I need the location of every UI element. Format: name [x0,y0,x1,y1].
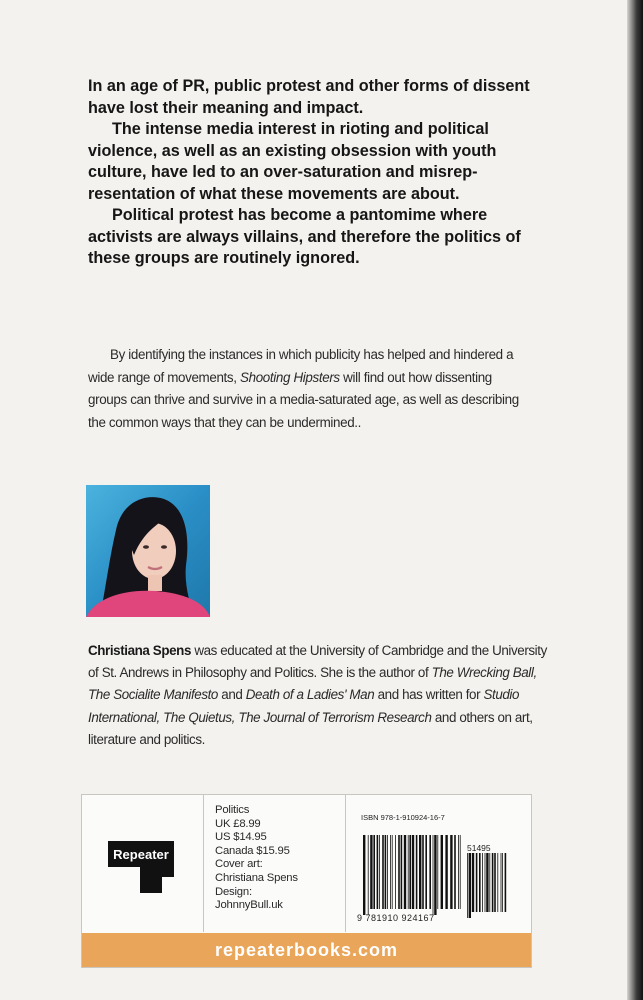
barcode-bar [382,835,384,909]
price-canada: Canada $15.95 [215,844,290,857]
description-text: By identifying the instances in which publicity has helped and hindered a wide range of movements, Shooting Hipsters will find out how dissenting groups can thrive and survive in a media-saturated age, as well as describing the common ways that they can be undermined.. [88,347,519,431]
website-link[interactable]: repeaterbooks.com [214,939,399,960]
category: Politics [215,804,250,816]
author-bio: Christiana Spens was educated at the University of Cambridge and the University of St. Andrews in Philosophy and Politics. She is the author of The Wrecking Ball, The Socialite Manifesto and Death of a Ladies' Man and has written for Studio International, The Quietus, The Journal of Terrorism Research and others on art, literature and politics. [88,643,547,747]
barcode-bar [398,835,400,909]
barcode-bar [467,853,468,918]
barcode-bar [390,835,391,909]
barcode-bar [395,835,396,909]
back-cover-blurb [88,76,538,270]
barcode-bar [373,835,375,909]
barcode-bar [479,853,481,912]
footer-divider-left [203,795,204,932]
isbn-number: ISBN 978-1-910924-16-7 [361,813,445,822]
author-name: Christiana Spens [88,643,191,658]
footer-divider-right [345,795,346,932]
barcode-bar [425,835,427,909]
barcode-bar [460,835,461,909]
book-description [88,344,532,435]
repeater-logo [108,841,174,893]
barcode-bar [486,853,488,912]
barcode-bars-addon [467,853,507,918]
barcode-bar [482,853,483,912]
logo-text: Repeater [108,841,174,867]
barcode-bar [458,835,459,909]
barcode-bar [454,835,456,909]
barcode-bar [441,835,443,909]
website-band [82,933,531,967]
barcode-bar [445,835,447,909]
barcode-bar [422,835,424,909]
barcode-bar [494,853,496,912]
barcode-bar [485,853,486,912]
price-us: US $14.95 [215,831,267,844]
isbn-barcode [353,805,523,929]
barcode-bar [476,853,478,912]
barcode-price-code: 51495 [467,843,491,853]
barcode-bar [408,835,409,909]
barcode-bar [492,853,494,912]
barcode-bar [370,835,372,909]
barcode-bar [450,835,452,909]
author-photo [86,485,210,617]
cover-art-name: Christiana Spens [215,871,298,884]
price-uk: UK £8.99 [215,817,261,830]
blurb-paragraph-1: In an age of PR, public protest and other forms of dissent have lost their meaning and impact. [88,77,530,117]
barcode-bar [363,835,365,915]
page-edge-shadow [627,0,643,1000]
barcode-bar [472,853,474,912]
publisher-footer [81,794,532,968]
barcode-bar [505,853,507,912]
book-list: The Wrecking Ball, The Socialite Manifesto [88,665,537,703]
design-name: JohnnyBull.uk [215,899,283,912]
barcode-bar [401,835,403,909]
barcode-bar [416,835,418,909]
book-title-3: Death of a Ladies' Man [245,687,375,703]
barcode-bar [368,835,369,915]
barcode-bar [379,835,380,909]
barcode-bar [437,835,438,909]
barcode-bar [385,835,387,909]
publication-list: Studio International, The Quietus, The Journal of Terrorism Research [88,687,520,725]
barcode-bar [489,853,490,912]
barcode-bar [412,835,414,909]
barcode-bar [434,835,436,915]
barcode-bar [497,853,498,912]
barcode-bar [419,835,421,909]
barcode-bar [387,835,388,909]
barcode-bar [392,835,393,909]
barcode-bar [501,853,502,912]
blurb-paragraph-2: The intense media interest in rioting and political violence, as well as an existing obsession with youth culture, have led to an over-saturation and misrep-resentation of what these movements are about. [88,120,497,203]
barcode-bar [433,835,434,915]
barcode-bar [429,835,431,909]
price-info [215,804,340,913]
barcode-bars-main [363,835,461,915]
barcode-digits: 9 781910 924167 [357,913,435,923]
cover-art-label: Cover art: [215,858,263,871]
barcode-bar [409,835,411,909]
barcode-bar [377,835,379,909]
blurb-paragraph-3: Political protest has become a pantomime where activists are always villains, and therefore the politics of these groups are routinely ignored. [88,206,521,267]
barcode-bar [404,835,406,909]
barcode-bar [502,853,503,912]
book-title: Shooting Hipsters [240,369,340,385]
barcode-bar [469,853,471,918]
design-label: Design: [215,885,252,898]
